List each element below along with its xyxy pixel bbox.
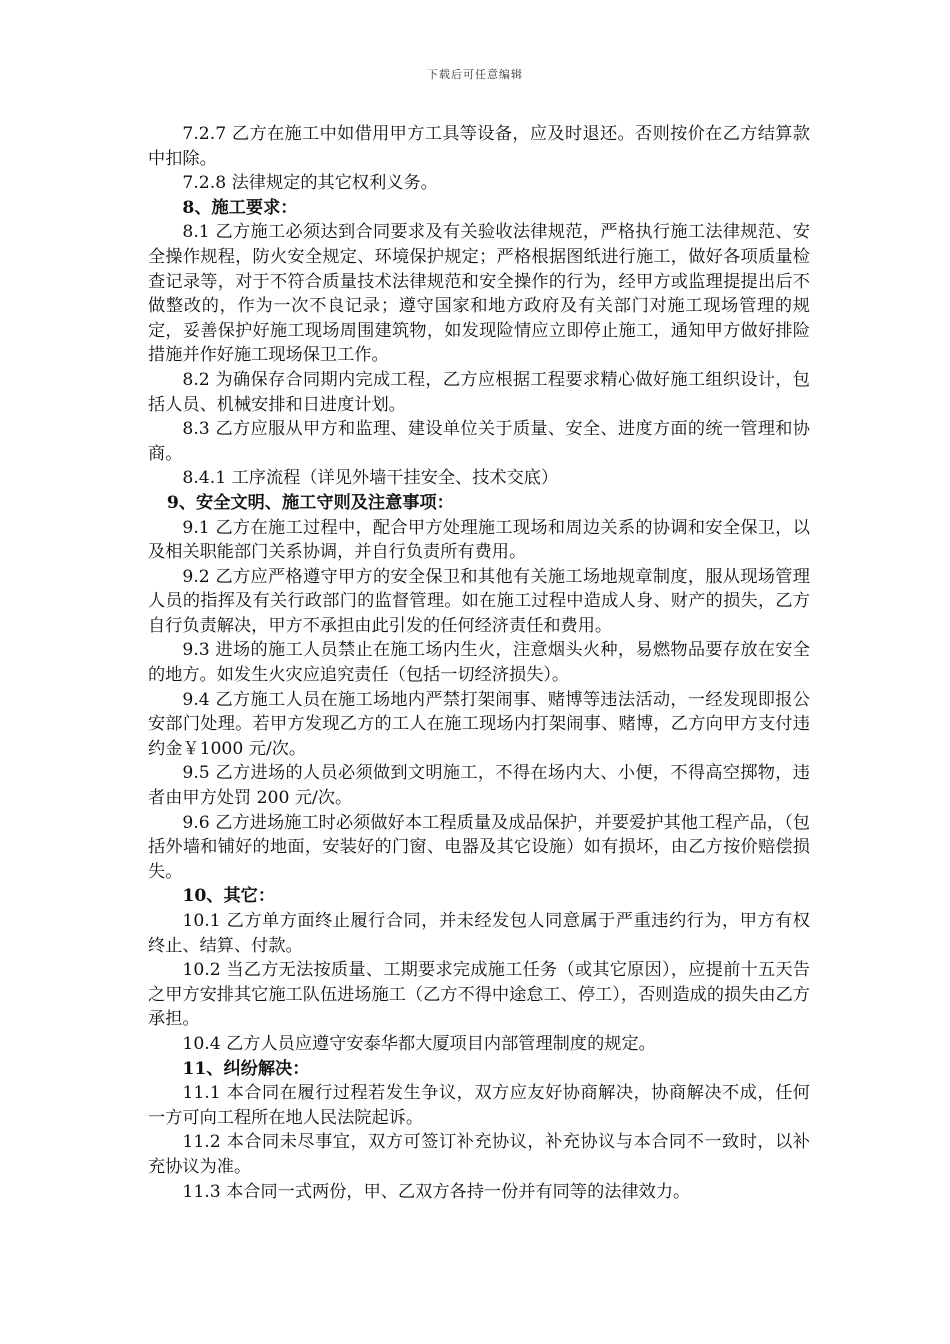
clause-11-1: 11.1 本合同在履行过程若发生争议，双方应友好协商解决，协商解决不成，任何一方可向工程所在地人民法院起诉。 [148, 1083, 810, 1128]
clause-9-3: 9.3 进场的施工人员禁止在施工场内生火，注意烟头火种，易燃物品要存放在安全的地方。如发生火灾应追究责任（包括一切经济损失）。 [148, 640, 810, 686]
section-heading-8: 8、施工要求： [182, 197, 298, 218]
clause-8-2: 8.2 为确保存合同期内完成工程，乙方应根据工程要求精心做好施工组织设计，包括人员、机械安排和日进度计划。 [148, 369, 810, 415]
document-body [148, 122, 810, 1204]
section-heading-9: 9、安全文明、施工守则及注意事项： [166, 492, 454, 513]
clause-8-1: 8.1 乙方施工必须达到合同要求及有关验收法律规范，严格执行施工法律规范、安全操作规程，防火安全规定、环境保护规定；严格根据图纸进行施工，做好各项质量检查记录等，对于不符合质量技术法律规范和安全操作的行为，经甲方或监理提提出后不做整改的，作为一次不良记录；遵守国家和地方政府及有关部门对施工现场管理的规定，妥善保护好施工现场周围建筑物，如发现险情应立即停止施工，通知甲方做好排险措施并作好施工现场保卫工作。 [148, 222, 810, 366]
clause-10-4: 10.4 乙方人员应遵守安泰华都大厦项目内部管理制度的规定。 [182, 1033, 656, 1054]
clause-8-3: 8.3 乙方应服从甲方和监理、建设单位关于质量、安全、进度方面的统一管理和协商。 [148, 419, 810, 464]
clause-8-4-1: 8.4.1 工序流程（详见外墙干挂安全、技术交底） [182, 468, 559, 489]
clause-7-2-8: 7.2.8 法律规定的其它权利义务。 [182, 173, 438, 194]
clause-10-2: 10.2 当乙方无法按质量、工期要求完成施工任务（或其它原因），应提前十五天告之甲方安排其它施工队伍进场施工（乙方不得中途怠工、停工），否则造成的损失由乙方承担。 [148, 960, 810, 1030]
section-heading-11: 11、纠纷解决： [182, 1058, 310, 1079]
section-heading-10: 10、其它： [182, 886, 276, 907]
clause-9-4: 9.4 乙方施工人员在施工场地内严禁打架闹事、赌博等违法活动，一经发现即报公安部门处理。若甲方发现乙方的工人在施工现场内打架闹事、赌博，乙方向甲方支付违约金￥1000 元/次。 [148, 689, 810, 759]
header-note: 下载后可任意编辑 [427, 68, 523, 81]
clause-9-5: 9.5 乙方进场的人员必须做到文明施工，不得在场内大、小便，不得高空掷物，违者由甲方处罚 200 元/次。 [148, 763, 810, 809]
clause-7-2-7: 7.2.7 乙方在施工中如借用甲方工具等设备，应及时退还。否则按价在乙方结算款中扣除。 [148, 124, 810, 169]
clause-11-3: 11.3 本合同一式两份，甲、乙双方各持一份并有同等的法律效力。 [182, 1181, 691, 1202]
clause-10-1: 10.1 乙方单方面终止履行合同，并未经发包人同意属于严重违约行为，甲方有权终止、结算、付款。 [148, 911, 810, 956]
clause-9-6: 9.6 乙方进场施工时必须做好本工程质量及成品保护，并要爱护其他工程产品，（包括外墙和铺好的地面，安装好的门窗、电器及其它设施）如有损坏，由乙方按价赔偿损失。 [148, 812, 810, 882]
clause-11-2: 11.2 本合同未尽事宜，双方可签订补充协议，补充协议与本合同不一致时，以补充协议为准。 [148, 1132, 810, 1177]
clause-9-1: 9.1 乙方在施工过程中，配合甲方处理施工现场和周边关系的协调和安全保卫，以及相关职能部门关系协调，并自行负责所有费用。 [148, 517, 810, 563]
clause-9-2: 9.2 乙方应严格遵守甲方的安全保卫和其他有关施工场地规章制度，服从现场管理人员的指挥及有关行政部门的监督管理。如在施工过程中造成人身、财产的损失，乙方自行负责解决，甲方不承担由此引发的任何经济责任和费用。 [148, 566, 810, 636]
